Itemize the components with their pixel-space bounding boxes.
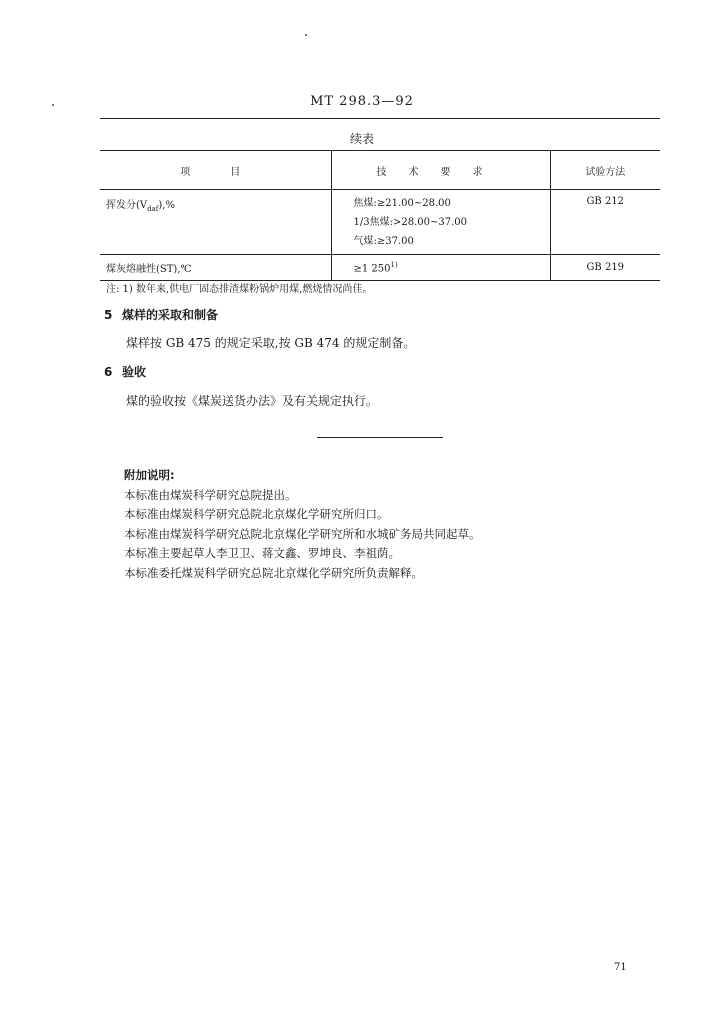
table-row bbox=[100, 255, 660, 281]
standard-code: MT 298.3—92 bbox=[310, 94, 414, 109]
method-cell: GB 212 bbox=[550, 190, 660, 255]
table-caption: 续表 bbox=[349, 132, 374, 146]
column-header-item: 项目 bbox=[100, 151, 331, 190]
method-cell: GB 219 bbox=[550, 255, 660, 281]
section-paragraph: 煤的验收按《煤炭送货办法》及有关规定执行。 bbox=[126, 394, 379, 408]
requirement-line: 焦煤:≥21.00~28.00 bbox=[353, 198, 451, 209]
section-heading bbox=[104, 363, 146, 380]
header-rule bbox=[100, 118, 660, 119]
item-label: 挥发分(V bbox=[106, 200, 148, 211]
item-label: 煤灰熔融性(ST),℃ bbox=[106, 264, 192, 275]
separator-rule bbox=[317, 437, 443, 438]
section-paragraph: 煤样按 GB 475 的规定采取,按 GB 474 的规定制备。 bbox=[126, 336, 416, 350]
section-number: 5 bbox=[104, 308, 113, 322]
page-number: 71 bbox=[614, 962, 627, 973]
spec-table bbox=[100, 150, 660, 281]
footnote-marker: 1) bbox=[390, 260, 398, 269]
column-header-method: 试验方法 bbox=[550, 151, 660, 190]
appendix-line: 本标准由煤炭科学研究总院北京煤化学研究所和水城矿务局共同起草。 bbox=[124, 526, 481, 541]
section-title: 验收 bbox=[122, 365, 147, 379]
table-row bbox=[100, 190, 660, 255]
item-subscript: daf bbox=[147, 205, 159, 213]
table-note: 注: 1) 数年来,供电厂固态排渣煤粉锅炉用煤,燃烧情况尚佳。 bbox=[106, 284, 373, 295]
appendix-line: 本标准由煤炭科学研究总院提出。 bbox=[124, 487, 297, 502]
item-cell bbox=[100, 190, 331, 255]
requirement-cell bbox=[331, 190, 550, 255]
item-cell bbox=[100, 255, 331, 281]
appendix-title: 附加说明: bbox=[124, 468, 175, 482]
section-number: 6 bbox=[104, 365, 113, 379]
section-title: 煤样的采取和制备 bbox=[122, 308, 219, 322]
requirement-line: 1/3焦煤:>28.00~37.00 bbox=[353, 217, 467, 228]
scan-speck bbox=[305, 34, 307, 36]
section-heading bbox=[104, 306, 218, 323]
requirement-cell bbox=[331, 255, 550, 281]
appendix-line: 本标准由煤炭科学研究总院北京煤化学研究所归口。 bbox=[124, 507, 389, 521]
column-header-requirement: 技术要求 bbox=[331, 151, 550, 190]
table-header-row bbox=[100, 151, 660, 190]
appendix-line: 本标准委托煤炭科学研究总院北京煤化学研究所负责解释。 bbox=[124, 565, 423, 580]
requirement-line: ≥1 250 bbox=[353, 263, 391, 275]
appendix-line: 本标准主要起草人李卫卫、蒋文鑫、罗坤良、李祖荫。 bbox=[124, 546, 400, 560]
item-label-tail: ),% bbox=[158, 200, 175, 211]
requirement-line: 气煤:≥37.00 bbox=[353, 236, 414, 247]
appendix-block bbox=[124, 466, 481, 583]
